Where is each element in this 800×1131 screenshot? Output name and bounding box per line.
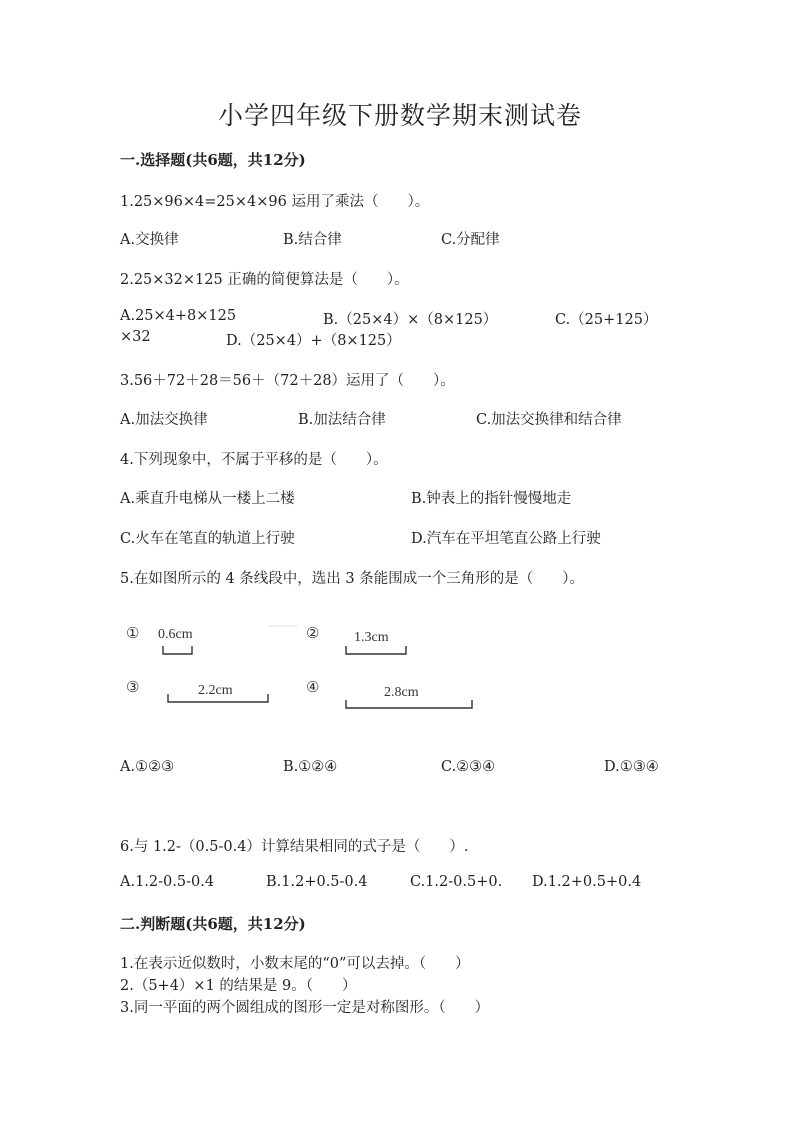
line-segments-figure	[118, 608, 498, 726]
segment-1-line	[163, 646, 192, 654]
question-4-option-d[interactable]: D.汽车在平坦笔直公路上行驶	[411, 531, 601, 547]
page-title: 小学四年级下册数学期末测试卷	[217, 101, 582, 130]
question-2-option-b[interactable]: B.（25×4）×（8×125）	[323, 312, 498, 328]
segment-3-mark: ③	[126, 680, 140, 696]
question-6-option-b[interactable]: B.1.2+0.5-0.4	[266, 874, 368, 890]
question-1-stem: 1.25×96×4=25×4×96 运用了乘法（ ）。	[120, 194, 430, 210]
question-5-option-d[interactable]: D.①③④	[604, 759, 659, 775]
question-4-option-b[interactable]: B.钟表上的指针慢慢地走	[411, 491, 572, 507]
question-1-option-c[interactable]: C.分配律	[441, 232, 500, 248]
question-6-option-a[interactable]: A.1.2-0.5-0.4	[120, 874, 215, 890]
question-3-option-c[interactable]: C.加法交换律和结合律	[476, 412, 622, 428]
question-3-option-b[interactable]: B.加法结合律	[298, 412, 386, 428]
segment-1-label: 0.6cm	[158, 627, 193, 642]
section-heading-judgement: 二.判断题(共6题，共12分)	[120, 915, 306, 933]
judgement-item-3: 3.同一平面的两个圆组成的图形一定是对称图形。（ ）	[120, 1000, 490, 1016]
question-1-option-b[interactable]: B.结合律	[283, 232, 342, 248]
segment-3-label: 2.2cm	[198, 683, 233, 698]
question-5-option-b[interactable]: B.①②④	[283, 759, 338, 775]
segment-2-label: 1.3cm	[354, 630, 389, 645]
segment-1-mark: ①	[126, 626, 140, 642]
segment-2-mark: ②	[306, 626, 320, 642]
segment-4-line	[346, 700, 472, 708]
question-2-stem: 2.25×32×125 正确的简便算法是（ ）。	[120, 272, 409, 288]
segment-4-label: 2.8cm	[384, 685, 419, 700]
segment-4-mark: ④	[306, 680, 320, 696]
judgement-item-2: 2.（5+4）×1 的结果是 9。（ ）	[120, 978, 357, 994]
question-2-option-c[interactable]: C.（25+125）	[555, 312, 658, 328]
question-1-option-a[interactable]: A.交换律	[120, 232, 179, 248]
section-heading-choice: 一.选择题(共6题，共12分)	[120, 151, 306, 169]
question-2-option-d[interactable]: D.（25×4）+（8×125）	[226, 333, 401, 349]
question-4-option-a[interactable]: A.乘直升电梯从一楼上二楼	[120, 491, 295, 507]
judgement-item-1: 1.在表示近似数时，小数末尾的“0”可以去掉。（ ）	[120, 956, 470, 972]
question-4-stem: 4.下列现象中，不属于平移的是（ ）。	[120, 452, 388, 468]
question-6-stem: 6.与 1.2-（0.5-0.4）计算结果相同的式子是（ ）.	[120, 839, 469, 855]
question-5-stem: 5.在如图所示的 4 条线段中，选出 3 条能围成一个三角形的是（ ）。	[120, 571, 584, 587]
segment-2-line	[346, 646, 406, 654]
question-5-option-c[interactable]: C.②③④	[441, 759, 496, 775]
question-4-option-c[interactable]: C.火车在笔直的轨道上行驶	[120, 531, 295, 547]
question-2-option-a[interactable]: A.25×4+8×125	[120, 308, 237, 324]
question-6-option-d[interactable]: D.1.2+0.5+0.4	[532, 874, 642, 890]
question-5-option-a[interactable]: A.①②③	[120, 759, 175, 775]
question-3-option-a[interactable]: A.加法交换律	[120, 412, 208, 428]
question-6-option-c[interactable]: C.1.2-0.5+0.	[410, 874, 503, 890]
question-2-option-c-cont: ×32	[120, 329, 151, 345]
question-3-stem: 3.56＋72＋28＝56＋（72＋28）运用了（ ）。	[120, 373, 455, 389]
